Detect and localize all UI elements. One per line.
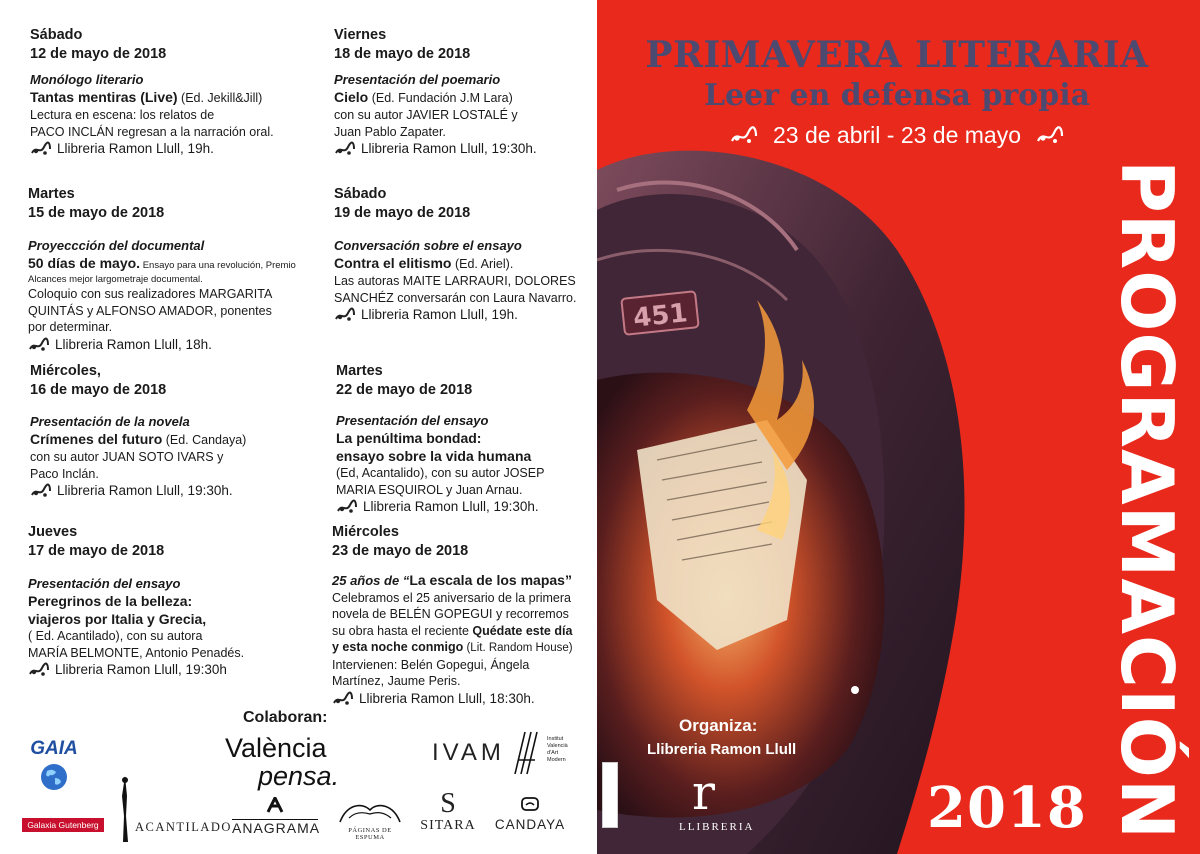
event-title <box>30 430 320 449</box>
event-12-may <box>30 26 320 158</box>
event-line: MARIA ESQUIROL y Juan Arnau. <box>336 482 523 497</box>
event-19-may <box>334 185 624 324</box>
event-line: Coloquio con sus realizadores MARGARITA <box>28 287 273 301</box>
flourish-icon <box>332 691 354 707</box>
event-location <box>336 498 626 516</box>
flourish-left-icon <box>729 126 759 146</box>
event-edition: (Ed. Ariel). <box>451 257 514 271</box>
ivam-small-text <box>547 736 568 764</box>
event-title: Peregrinos de la belleza: <box>28 593 193 609</box>
event-line: (Ed, Acantalido), con su autor JOSEP <box>336 466 545 480</box>
flourish-right-icon <box>1035 126 1065 146</box>
festival-dates-text: 23 de abril - 23 de mayo <box>772 122 1022 148</box>
event-location <box>30 140 320 158</box>
sitara-text: SITARA <box>420 818 476 833</box>
anagrama-logo <box>232 797 321 836</box>
event-line: novela de BELÉN GOPEGUI y recorremos <box>332 607 569 621</box>
event-22-may <box>336 362 626 516</box>
event-kind: Presentación de la novela <box>30 414 190 429</box>
organizer-name: Llibreria Ramon Llull <box>647 741 797 758</box>
event-16-may <box>30 362 320 500</box>
event-location <box>28 336 318 354</box>
acantilado-logo <box>118 776 132 849</box>
event-day: Martes <box>336 363 383 379</box>
event-location-text: Llibreria Ramon Llull, 19:30h. <box>361 141 537 156</box>
ivam-small-line: d'Art <box>547 750 559 756</box>
event-location-text: Llibreria Ramon Llull, 19:30h. <box>363 499 539 514</box>
pensa-text: pensa. <box>258 761 340 791</box>
event-kind: Proyeccción del documental <box>28 238 205 253</box>
event-day: Sábado <box>334 186 387 202</box>
helmet-number: 451 <box>631 298 690 334</box>
event-23-may <box>332 523 597 708</box>
event-date: 17 de mayo de 2018 <box>28 543 165 559</box>
event-title-text: Crímenes del futuro <box>30 431 163 447</box>
event-day: Viernes <box>334 27 387 43</box>
event-line: con su autor JAVIER LOSTALÉ y <box>334 108 518 122</box>
colaboran-label: Colaboran: <box>243 709 328 726</box>
event-kind: Presentación del ensayo <box>28 576 181 591</box>
event-line: Intervienen: Belén Gopegui, Ángela <box>332 657 530 672</box>
event-book-title: Quédate este día <box>472 623 573 638</box>
flourish-icon <box>28 337 50 353</box>
event-line-mixed <box>332 639 597 657</box>
festival-title: PRIMAVERA LITERARIA <box>645 34 1149 76</box>
event-title <box>334 88 624 107</box>
event-line: MARÍA BELMONTE, Antonio Penadés. <box>28 645 245 660</box>
event-kind: Monólogo literario <box>30 72 144 87</box>
sitara-logo <box>420 790 476 834</box>
event-kind <box>332 571 597 590</box>
flourish-icon <box>334 141 356 157</box>
candaya-text: CANDAYA <box>494 817 566 832</box>
event-title-2: ensayo sobre la vida humana <box>336 448 532 464</box>
event-location <box>332 690 597 708</box>
cover-panel <box>597 0 1200 854</box>
anagrama-text: ANAGRAMA <box>232 820 321 836</box>
llibreria-r-logo: r <box>692 765 715 821</box>
event-date: 18 de mayo de 2018 <box>334 46 471 62</box>
event-line: Celebramos el 25 aniversario de la primera <box>332 590 572 605</box>
event-day: Jueves <box>28 524 78 540</box>
valencia-pensa-logo <box>225 734 339 790</box>
event-location-text: Llibreria Ramon Llull, 18h. <box>55 336 212 352</box>
ivam-logo <box>432 730 568 776</box>
event-title-2: viajeros por Italia y Grecia, <box>28 611 207 627</box>
event-location <box>28 661 318 679</box>
event-kind: Presentación del ensayo <box>336 413 489 428</box>
event-location-text: Llibreria Ramon Llull, 19h. <box>57 141 214 156</box>
vertical-sponsor-logo <box>602 762 618 828</box>
event-location-text: Llibreria Ramon Llull, 19h. <box>361 307 518 322</box>
event-line: Martínez, Jaume Peris. <box>332 674 461 688</box>
programacion-text: PROGRAMACIÓN <box>1105 160 1189 841</box>
flourish-icon <box>28 662 50 678</box>
ivam-small-line: Modern <box>547 757 566 763</box>
event-subtitle: Ensayo para una revolución, Premio Alcances mejor largometraje documental. <box>28 260 296 285</box>
event-line-part: su obra hasta el reciente <box>332 623 473 638</box>
candaya-symbol-icon <box>520 796 540 812</box>
ivam-strokes-icon <box>511 730 541 776</box>
event-title <box>30 88 320 107</box>
event-title: 50 días de mayo. <box>28 255 141 271</box>
event-line-mixed <box>332 623 597 640</box>
festival-subtitle: Leer en defensa propia <box>703 78 1091 113</box>
event-kind: Conversación sobre el ensayo <box>334 238 522 253</box>
event-17-may <box>28 523 318 679</box>
event-title: La penúltima bondad: <box>336 430 482 446</box>
event-day: Sábado <box>30 27 83 43</box>
event-line: por determinar. <box>28 320 113 334</box>
event-line: Lectura en escena: los relatos de <box>30 108 215 122</box>
ivam-small-line: Institut <box>547 736 564 742</box>
anagrama-symbol-icon <box>266 797 284 813</box>
flourish-icon <box>334 307 356 323</box>
event-location-text: Llibreria Ramon Llull, 18:30h. <box>359 690 535 706</box>
event-title-text: Tantas mentiras (Live) <box>30 89 178 105</box>
event-title <box>334 254 624 273</box>
gaia-logo-text: GAIA <box>30 738 78 759</box>
event-line: Paco Inclán. <box>30 466 99 481</box>
event-day: Martes <box>28 186 75 202</box>
event-line: SANCHÉZ conversarán con Laura Navarro. <box>334 290 577 305</box>
event-title-text: Cielo <box>334 89 369 105</box>
diver-icon <box>118 776 132 844</box>
paginas-espuma-logo <box>336 800 404 841</box>
event-book-title: y esta noche conmigo <box>332 640 464 654</box>
valencia-text: València <box>225 733 327 763</box>
event-line: con su autor JUAN SOTO IVARS y <box>30 450 224 464</box>
galaxia-gutenberg-logo: Galaxia Gutenberg <box>22 818 104 832</box>
acantilado-text: ACANTILADO <box>135 820 232 834</box>
event-edition: (Ed. Jekill&Jill) <box>177 91 263 105</box>
candaya-logo <box>490 796 570 832</box>
flourish-icon <box>30 141 52 157</box>
flourish-icon <box>30 483 52 499</box>
event-date: 23 de mayo de 2018 <box>332 543 469 559</box>
ivam-small-line: Valencià <box>547 743 568 749</box>
ivam-text: IVAM <box>432 739 505 766</box>
gaia-logo <box>22 738 86 797</box>
event-line-part: (Lit. Random House) <box>463 642 573 654</box>
globe-icon <box>39 762 69 792</box>
event-title: La escala de los mapas” <box>409 572 572 588</box>
event-kind: Presentación del poemario <box>334 72 501 87</box>
event-line: Las autoras MAITE LARRAURI, DOLORES <box>334 274 576 288</box>
event-date: 16 de mayo de 2018 <box>30 382 167 398</box>
paginas-text: PÁGINAS DE ESPUMA <box>348 827 392 841</box>
organiza-label: Organiza: <box>679 716 758 735</box>
event-location <box>334 140 624 158</box>
event-date: 19 de mayo de 2018 <box>334 205 471 221</box>
event-18-may <box>334 26 624 158</box>
event-location <box>30 482 320 500</box>
event-15-may <box>28 185 318 354</box>
event-edition: (Ed. Fundación J.M Lara) <box>368 91 513 105</box>
event-line: PACO INCLÁN regresan a la narración oral. <box>30 124 274 139</box>
event-location-text: Llibreria Ramon Llull, 19:30h. <box>57 483 233 498</box>
event-date: 22 de mayo de 2018 <box>336 382 473 398</box>
event-line: ( Ed. Acantilado), con su autora <box>28 629 203 643</box>
festival-dates <box>637 122 1157 149</box>
event-day: Miércoles <box>332 524 399 540</box>
year: 2018 <box>927 775 1087 841</box>
event-location <box>334 306 624 324</box>
event-location-text: Llibreria Ramon Llull, 19:30h <box>55 662 227 677</box>
event-edition: (Ed. Candaya) <box>162 433 247 447</box>
paginas-wave-icon <box>337 800 403 824</box>
programacion-vertical <box>1100 160 1194 840</box>
flourish-icon <box>336 499 358 515</box>
llibreria-logo-text: LLIBRERIA <box>679 821 755 833</box>
event-kind-text: 25 años de “ <box>332 573 410 588</box>
event-title-text: Contra el elitismo <box>334 255 452 271</box>
event-date: 12 de mayo de 2018 <box>30 46 167 62</box>
event-day: Miércoles, <box>30 363 101 379</box>
sitara-s-icon: S <box>440 788 456 819</box>
event-date: 15 de mayo de 2018 <box>28 205 165 221</box>
event-line: QUINTÁS y ALFONSO AMADOR, ponentes <box>28 303 272 318</box>
event-line: Juan Pablo Zapater. <box>334 124 446 139</box>
